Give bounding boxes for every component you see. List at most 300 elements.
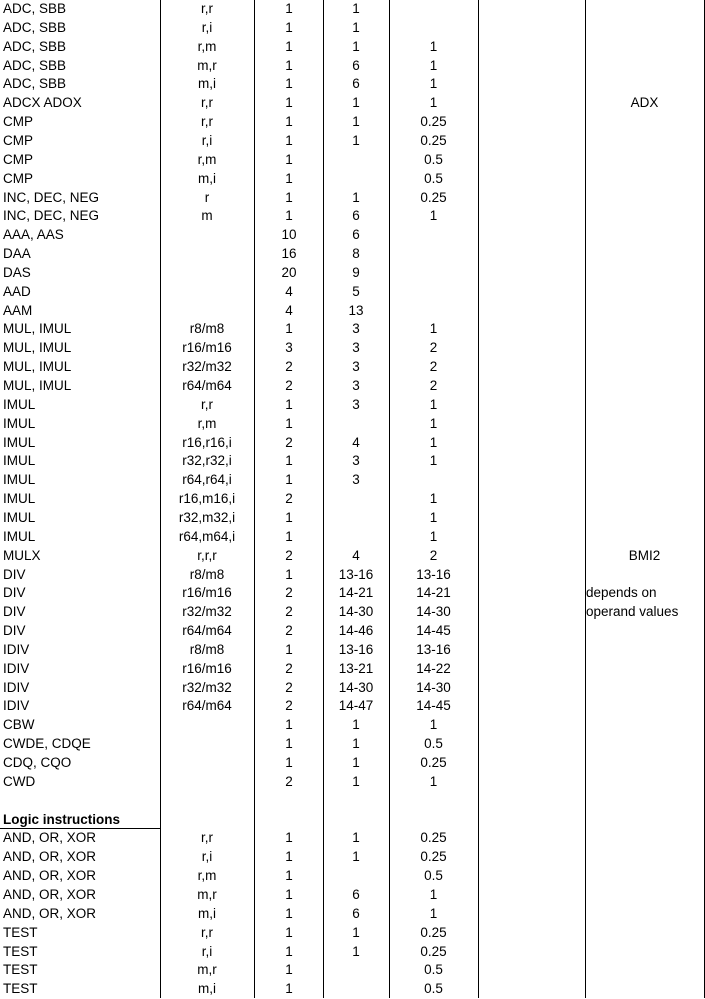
throughput-cell: 0.25 xyxy=(420,924,447,940)
throughput-cell: 1 xyxy=(429,208,438,224)
latency-cell xyxy=(324,151,388,170)
throughput-cell: 1 xyxy=(429,773,438,789)
instruction-cell: TEST xyxy=(3,943,38,959)
throughput-cell: 0.25 xyxy=(420,943,447,959)
table-row xyxy=(0,452,705,471)
latency-cell: 9 xyxy=(352,264,360,280)
uops-cell: 1 xyxy=(285,717,293,733)
section-title: Logic instructions xyxy=(3,811,121,827)
throughput-cell xyxy=(390,471,477,490)
table-row xyxy=(0,339,705,358)
table-row xyxy=(0,867,705,886)
table-row xyxy=(0,302,705,321)
throughput-cell: 0.5 xyxy=(424,170,443,186)
uops-cell: 1 xyxy=(285,566,293,582)
throughput-cell: 1 xyxy=(429,57,438,73)
latency-cell: 13-16 xyxy=(338,641,374,657)
table-row xyxy=(0,735,705,754)
instruction-cell: TEST xyxy=(3,981,38,997)
comment-cell xyxy=(586,754,703,773)
latency-cell: 1 xyxy=(352,717,360,733)
comment-cell xyxy=(586,697,703,716)
throughput-cell: 1 xyxy=(429,38,438,54)
table-row xyxy=(0,245,705,264)
table-row xyxy=(0,471,705,490)
latency-cell: 1 xyxy=(352,38,360,54)
latency-cell xyxy=(324,961,388,980)
comment-cell xyxy=(586,867,703,886)
comment-cell xyxy=(586,943,703,962)
latency-cell: 3 xyxy=(352,378,360,393)
operands-cell xyxy=(160,302,254,321)
table-row xyxy=(0,660,705,679)
instruction-cell: CMP xyxy=(3,132,33,148)
uops-cell: 1 xyxy=(285,132,293,148)
uops-cell: 20 xyxy=(281,264,297,280)
comment-cell xyxy=(586,452,703,471)
operands-cell xyxy=(160,283,254,302)
operands-cell: m,i xyxy=(198,170,216,186)
instruction-cell: INC, DEC, NEG xyxy=(3,189,100,205)
operands-cell: r,r xyxy=(201,95,213,111)
table-row xyxy=(0,697,705,716)
latency-cell: 1 xyxy=(352,19,360,35)
throughput-cell: 1 xyxy=(429,76,438,92)
uops-cell: 1 xyxy=(285,830,293,846)
comment-cell xyxy=(586,905,703,924)
comment-cell xyxy=(586,566,703,585)
throughput-cell xyxy=(390,811,477,830)
instruction-cell: CMP xyxy=(3,151,33,167)
comment-cell xyxy=(586,245,703,264)
table-row xyxy=(0,528,705,547)
operands-cell: r64/m64 xyxy=(182,623,232,639)
throughput-cell: 14-30 xyxy=(416,604,451,620)
comment-cell xyxy=(586,377,703,396)
uops-cell: 2 xyxy=(285,698,293,714)
instruction-cell: DIV xyxy=(3,623,26,639)
latency-cell: 14-30 xyxy=(338,679,374,695)
latency-cell: 1 xyxy=(352,830,360,846)
throughput-cell: 1 xyxy=(429,886,438,902)
latency-cell: 14-47 xyxy=(338,698,374,714)
operands-cell: r,r xyxy=(201,396,213,412)
uops-cell: 1 xyxy=(285,528,293,544)
table-row xyxy=(0,924,705,943)
table-row xyxy=(0,113,705,132)
throughput-cell: 0.5 xyxy=(424,736,443,752)
comment-cell xyxy=(586,19,703,38)
table-row xyxy=(0,38,705,57)
table-row xyxy=(0,151,705,170)
uops-cell: 2 xyxy=(285,773,293,789)
table-row xyxy=(0,773,705,792)
instruction-cell: ADCX ADOX xyxy=(3,95,82,111)
table-row xyxy=(0,75,705,94)
operands-cell: r,m xyxy=(197,415,217,431)
comment-cell xyxy=(586,509,703,528)
instruction-cell: CMP xyxy=(3,170,33,186)
table-row xyxy=(0,283,705,302)
instruction-cell: AND, OR, XOR xyxy=(3,849,97,865)
instruction-cell: ADC, SBB xyxy=(3,19,67,35)
instruction-cell: AND, OR, XOR xyxy=(3,868,97,884)
instruction-cell: IMUL xyxy=(3,472,36,488)
latency-cell: 6 xyxy=(352,57,360,73)
operands-cell: r16/m16 xyxy=(182,660,232,676)
table-row xyxy=(0,943,705,962)
uops-cell: 1 xyxy=(285,849,293,865)
operands-cell xyxy=(160,245,254,264)
operands-cell xyxy=(160,811,254,830)
table-row xyxy=(0,170,705,189)
comment-cell xyxy=(586,434,703,453)
section-header-row xyxy=(0,811,705,830)
table-row xyxy=(0,716,705,735)
comment-cell xyxy=(586,207,703,226)
instruction-cell: MULX xyxy=(3,547,41,563)
latency-cell: 3 xyxy=(352,396,360,412)
comment-cell: ADX xyxy=(630,95,659,111)
operands-cell: m,r xyxy=(197,962,217,978)
table-row xyxy=(0,547,705,566)
uops-cell: 1 xyxy=(285,170,293,186)
throughput-cell: 1 xyxy=(429,415,438,431)
operands-cell: m,r xyxy=(197,57,217,73)
uops-cell: 1 xyxy=(285,396,293,412)
uops-cell: 1 xyxy=(285,208,293,224)
instruction-cell: ADC, SBB xyxy=(3,76,67,92)
instruction-cell: AND, OR, XOR xyxy=(3,905,97,921)
table-row xyxy=(0,905,705,924)
latency-cell: 6 xyxy=(352,886,360,902)
uops-cell: 1 xyxy=(285,321,293,337)
throughput-cell: 14-22 xyxy=(416,660,451,676)
instruction-cell: AAD xyxy=(3,283,31,299)
throughput-cell: 14-45 xyxy=(416,698,451,714)
instruction-cell: IDIV xyxy=(3,679,30,695)
instruction-cell: TEST xyxy=(3,924,38,940)
comment-cell xyxy=(586,57,703,76)
operands-cell: r xyxy=(204,189,210,205)
instruction-cell: CWDE, CDQE xyxy=(3,736,91,752)
operands-cell xyxy=(160,735,254,754)
latency-cell: 1 xyxy=(352,924,360,940)
latency-cell xyxy=(324,811,388,830)
throughput-cell: 1 xyxy=(429,95,438,111)
throughput-cell: 1 xyxy=(429,905,438,921)
throughput-cell: 2 xyxy=(429,340,438,356)
comment-cell xyxy=(586,773,703,792)
operands-cell: r32/m32 xyxy=(182,359,232,375)
latency-cell xyxy=(324,490,388,509)
uops-cell: 1 xyxy=(285,905,293,921)
instruction-cell: IDIV xyxy=(3,660,30,676)
instruction-cell: IDIV xyxy=(3,641,30,657)
operands-cell: m,i xyxy=(198,76,216,92)
table-row xyxy=(0,264,705,283)
uops-cell: 1 xyxy=(285,472,293,488)
table-row xyxy=(0,829,705,848)
operands-cell: r32,m32,i xyxy=(178,509,236,525)
comment-cell xyxy=(586,660,703,679)
latency-cell: 4 xyxy=(352,434,360,450)
uops-cell: 4 xyxy=(285,283,293,299)
throughput-cell: 1 xyxy=(429,434,438,450)
operands-cell: r,i xyxy=(201,19,213,35)
uops-cell xyxy=(255,811,323,830)
throughput-cell xyxy=(390,0,477,19)
instruction-cell: MUL, IMUL xyxy=(3,340,72,356)
instruction-cell: IMUL xyxy=(3,453,36,469)
latency-cell: 1 xyxy=(352,189,360,205)
instruction-cell: MUL, IMUL xyxy=(3,359,72,375)
comment-cell xyxy=(586,924,703,943)
operands-cell: r,r,r xyxy=(197,547,217,563)
throughput-cell xyxy=(390,19,477,38)
instruction-cell: ADC, SBB xyxy=(3,1,67,16)
instruction-cell: DAA xyxy=(3,246,31,262)
operands-cell: r16,r16,i xyxy=(182,434,232,450)
table-row xyxy=(0,886,705,905)
latency-cell: 6 xyxy=(352,905,360,921)
table-row xyxy=(0,603,705,622)
comment-cell xyxy=(586,811,703,830)
operands-cell: r32,r32,i xyxy=(182,453,232,469)
table-row xyxy=(0,226,705,245)
comment-cell xyxy=(586,339,703,358)
uops-cell: 4 xyxy=(285,302,293,318)
latency-cell xyxy=(324,792,388,811)
instruction-cell: DIV xyxy=(3,604,26,620)
table-row xyxy=(0,792,705,811)
latency-cell: 6 xyxy=(352,227,360,243)
operands-cell: r8/m8 xyxy=(189,641,225,657)
uops-cell: 1 xyxy=(285,886,293,902)
operands-cell: r,r xyxy=(201,1,213,16)
table-row xyxy=(0,679,705,698)
throughput-cell: 0.5 xyxy=(424,868,443,884)
latency-cell: 13-21 xyxy=(338,660,374,676)
table-row xyxy=(0,57,705,76)
instruction-cell: CBW xyxy=(3,717,35,733)
comment-cell xyxy=(586,132,703,151)
comment-cell xyxy=(586,829,703,848)
uops-cell: 1 xyxy=(285,868,293,884)
comment-cell xyxy=(586,848,703,867)
comment-cell: operand values xyxy=(586,604,679,620)
latency-cell: 1 xyxy=(352,114,360,130)
table-row xyxy=(0,434,705,453)
table-row xyxy=(0,622,705,641)
comment-cell xyxy=(586,396,703,415)
throughput-cell: 13-16 xyxy=(416,566,451,582)
latency-cell xyxy=(324,415,388,434)
latency-cell: 8 xyxy=(352,246,360,262)
comment-cell xyxy=(586,302,703,321)
throughput-cell: 14-30 xyxy=(416,679,451,695)
latency-cell: 1 xyxy=(352,132,360,148)
comment-cell xyxy=(586,679,703,698)
instruction-cell: CWD xyxy=(3,773,36,789)
comment-cell xyxy=(586,490,703,509)
uops-cell: 1 xyxy=(285,736,293,752)
uops-cell: 1 xyxy=(285,415,293,431)
operands-cell xyxy=(160,716,254,735)
operands-cell: r16/m16 xyxy=(182,585,232,601)
uops-cell: 3 xyxy=(285,340,293,356)
latency-cell: 3 xyxy=(352,359,360,375)
table-row xyxy=(0,961,705,980)
latency-cell: 1 xyxy=(352,943,360,959)
operands-cell: r8/m8 xyxy=(189,321,225,337)
throughput-cell: 0.25 xyxy=(420,755,447,770)
comment-cell xyxy=(586,189,703,208)
operands-cell: r,r xyxy=(201,830,213,846)
operands-cell: r32/m32 xyxy=(182,604,232,620)
latency-cell: 3 xyxy=(352,453,360,469)
uops-cell: 2 xyxy=(285,623,293,639)
throughput-cell: 0.25 xyxy=(420,114,447,130)
operands-cell: m,r xyxy=(197,886,217,902)
operands-cell: r64/m64 xyxy=(182,378,232,393)
operands-cell: r,r xyxy=(201,924,213,940)
uops-cell: 1 xyxy=(285,57,293,73)
operands-cell: r16,m16,i xyxy=(178,491,236,507)
table-row xyxy=(0,19,705,38)
comment-cell xyxy=(586,792,703,811)
uops-cell: 2 xyxy=(285,359,293,375)
table-row xyxy=(0,509,705,528)
instruction-cell: MUL, IMUL xyxy=(3,321,72,337)
comment-cell xyxy=(586,471,703,490)
comment-cell: BMI2 xyxy=(628,547,661,563)
throughput-cell: 1 xyxy=(429,453,438,469)
table-row xyxy=(0,189,705,208)
uops-cell: 2 xyxy=(285,434,293,450)
comment-cell xyxy=(586,622,703,641)
comment-cell xyxy=(586,980,703,999)
latency-cell: 3 xyxy=(352,472,360,488)
throughput-cell: 1 xyxy=(429,321,438,337)
operands-cell: r,i xyxy=(201,849,213,865)
table-row xyxy=(0,0,705,19)
throughput-cell xyxy=(390,792,477,811)
uops-cell: 1 xyxy=(285,509,293,525)
uops-cell: 1 xyxy=(285,189,293,205)
uops-cell: 16 xyxy=(281,246,297,262)
latency-cell: 4 xyxy=(352,547,360,563)
comment-cell xyxy=(586,716,703,735)
latency-cell: 3 xyxy=(352,340,360,356)
latency-cell xyxy=(324,980,388,999)
throughput-cell: 1 xyxy=(429,528,438,544)
comment-cell xyxy=(586,38,703,57)
latency-cell: 5 xyxy=(352,283,360,299)
operands-cell: r,r xyxy=(201,114,213,130)
uops-cell: 1 xyxy=(285,981,293,997)
operands-cell xyxy=(160,773,254,792)
instruction-cell: IMUL xyxy=(3,528,36,544)
throughput-cell: 0.25 xyxy=(420,849,447,865)
comment-cell xyxy=(586,415,703,434)
comment-cell xyxy=(586,528,703,547)
uops-cell: 2 xyxy=(285,604,293,620)
throughput-cell: 0.25 xyxy=(420,132,447,148)
throughput-cell: 0.25 xyxy=(420,189,447,205)
throughput-cell: 0.5 xyxy=(424,151,443,167)
instruction-cell: ADC, SBB xyxy=(3,38,67,54)
throughput-cell: 13-16 xyxy=(416,641,451,657)
throughput-cell: 14-21 xyxy=(416,585,451,601)
throughput-cell xyxy=(390,245,477,264)
instruction-cell: AAA, AAS xyxy=(3,227,64,243)
uops-cell: 1 xyxy=(285,924,293,940)
comment-cell xyxy=(586,283,703,302)
comment-cell xyxy=(586,735,703,754)
uops-cell: 1 xyxy=(285,19,293,35)
operands-cell: r64,m64,i xyxy=(178,528,236,544)
instruction-cell: MUL, IMUL xyxy=(3,378,72,393)
comment-cell xyxy=(586,151,703,170)
comment-cell xyxy=(586,75,703,94)
uops-cell: 1 xyxy=(285,962,293,978)
table-row xyxy=(0,584,705,603)
comment-cell xyxy=(586,961,703,980)
throughput-cell: 2 xyxy=(429,378,438,393)
operands-cell: m,i xyxy=(198,981,216,997)
comment-cell xyxy=(586,264,703,283)
table-row xyxy=(0,641,705,660)
operands-cell: m xyxy=(201,208,213,224)
table-row xyxy=(0,320,705,339)
operands-cell xyxy=(160,264,254,283)
instruction-cell: TEST xyxy=(3,962,38,978)
uops-cell: 1 xyxy=(285,38,293,54)
operands-cell: r,m xyxy=(197,868,217,884)
comment-cell: depends on xyxy=(586,585,657,601)
table-row xyxy=(0,415,705,434)
instruction-cell xyxy=(3,792,158,811)
latency-cell xyxy=(324,867,388,886)
instruction-cell: IMUL xyxy=(3,491,36,507)
throughput-cell: 1 xyxy=(429,491,438,507)
table-row xyxy=(0,358,705,377)
table-row xyxy=(0,396,705,415)
instruction-cell: IMUL xyxy=(3,434,36,450)
latency-cell: 6 xyxy=(352,76,360,92)
table-row xyxy=(0,207,705,226)
throughput-cell: 2 xyxy=(429,547,438,563)
table-row xyxy=(0,754,705,773)
table-row xyxy=(0,490,705,509)
throughput-cell xyxy=(390,283,477,302)
uops-cell: 1 xyxy=(285,114,293,130)
instruction-cell: DIV xyxy=(3,585,26,601)
uops-cell: 10 xyxy=(281,227,297,243)
throughput-cell: 0.5 xyxy=(424,962,443,978)
uops-cell: 1 xyxy=(285,151,293,167)
operands-cell: r8/m8 xyxy=(189,566,225,582)
uops-cell: 1 xyxy=(285,641,293,657)
uops-cell xyxy=(255,792,323,811)
latency-cell: 13 xyxy=(348,302,364,318)
operands-cell xyxy=(160,754,254,773)
latency-cell: 14-46 xyxy=(338,623,374,639)
throughput-cell xyxy=(390,226,477,245)
operands-cell: r,m xyxy=(197,151,217,167)
instruction-cell: DAS xyxy=(3,264,31,280)
